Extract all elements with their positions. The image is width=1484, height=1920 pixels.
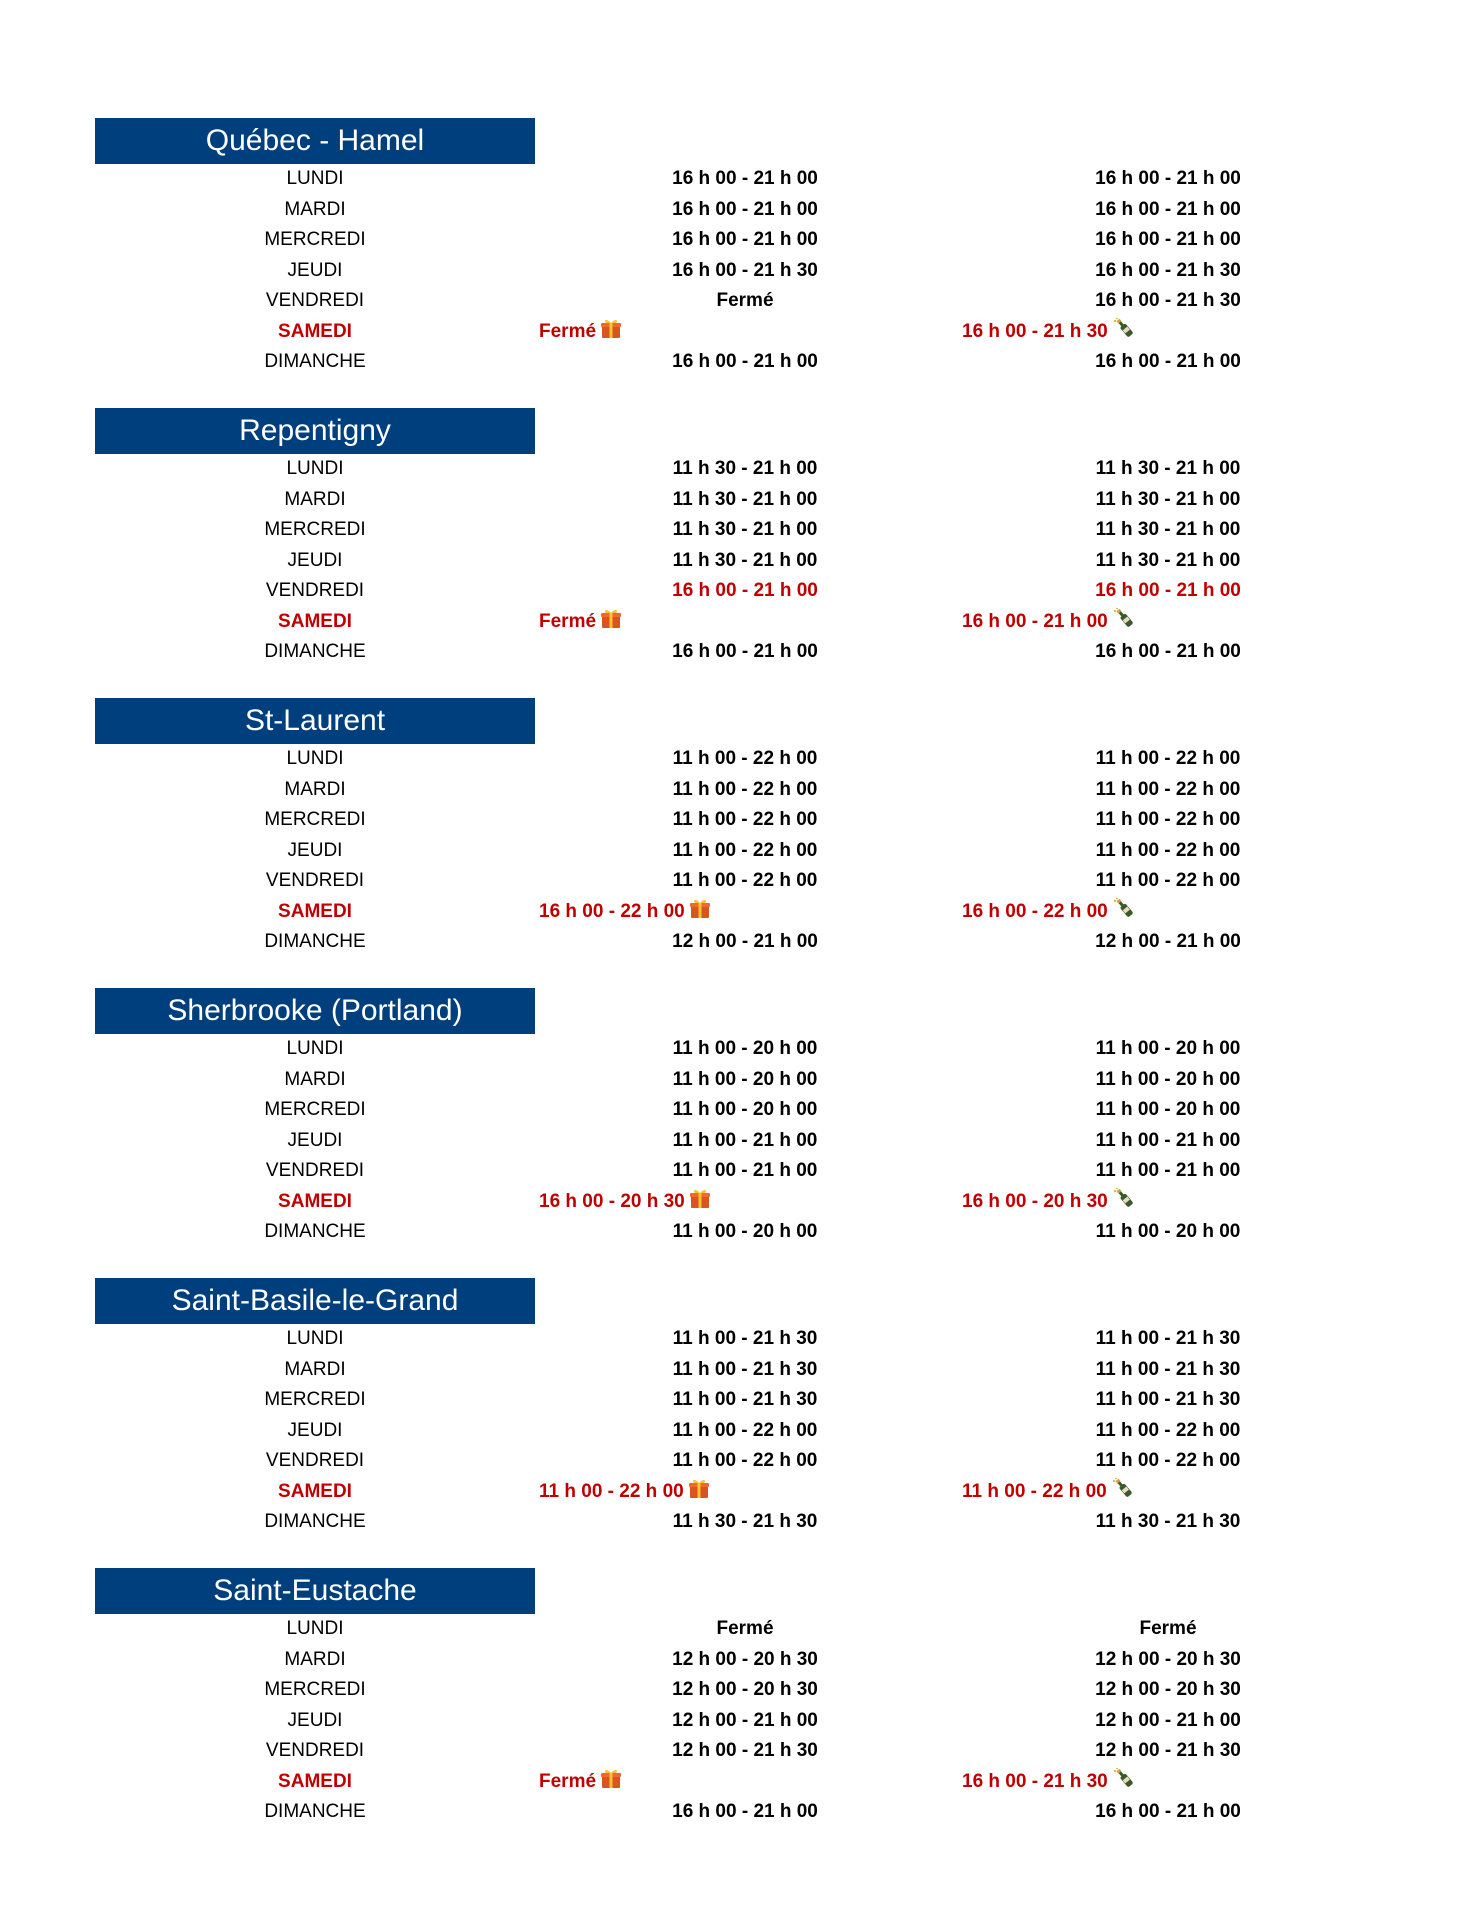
hours-col1: 11 h 00 - 22 h 00 [672,1450,818,1471]
gift-icon [689,897,711,929]
hours-col2: 16 h 00 - 21 h 00 [1095,198,1241,220]
hours-col2: 11 h 30 - 21 h 00 [1095,458,1241,479]
schedule-row [95,805,1295,836]
schedule-row [95,286,1295,317]
hours-text: 16 h 00 - 21 h 30 [962,320,1108,342]
hours-col1: 11 h 30 - 21 h 00 [672,488,818,510]
hours-col2-saturday [962,1477,1135,1509]
day-label: DIMANCHE [264,1511,366,1532]
hours-col2: 16 h 00 - 21 h 00 [1095,168,1241,189]
schedule-row [95,225,1295,256]
day-label: DIMANCHE [264,351,366,372]
hours-col2: 12 h 00 - 21 h 00 [1095,931,1241,952]
hours-col2-saturday [962,1187,1136,1219]
schedule-row [95,347,1295,378]
day-label: LUNDI [286,748,344,769]
hours-text: 16 h 00 - 21 h 00 [962,610,1108,632]
day-label: DIMANCHE [264,1801,366,1822]
hours-col2: 11 h 30 - 21 h 00 [1095,549,1241,571]
hours-col1: 12 h 00 - 21 h 00 [672,931,818,952]
schedule-row [95,1217,1295,1248]
location-title: St-Laurent [95,698,535,744]
hours-col1: 12 h 00 - 20 h 30 [672,1648,818,1670]
schedule-row [95,1477,1295,1508]
schedule-row [95,256,1295,287]
hours-col2: 11 h 30 - 21 h 30 [1095,1511,1241,1532]
day-label: MARDI [284,778,346,800]
hours-col2-saturday [962,897,1136,929]
hours-col2: 16 h 00 - 21 h 00 [1095,351,1241,372]
hours-col1: 11 h 00 - 20 h 00 [672,1221,818,1242]
hours-col1-saturday [539,1477,710,1509]
location-section [95,1278,1295,1538]
day-label: SAMEDI [278,1480,352,1502]
hours-col1: 11 h 00 - 22 h 00 [672,1419,818,1441]
schedule-row [95,1614,1295,1645]
gift-icon [600,317,622,349]
hours-col2: 11 h 00 - 22 h 00 [1095,839,1241,861]
day-label: JEUDI [287,839,343,861]
schedule-row [95,1736,1295,1767]
schedule-row [95,546,1295,577]
day-label: JEUDI [287,1419,343,1441]
schedule-row [95,485,1295,516]
hours-col2: 16 h 00 - 21 h 30 [1095,259,1241,281]
schedule-row [95,515,1295,546]
hours-col2: 11 h 00 - 21 h 00 [1095,1160,1241,1181]
hours-col2: 11 h 00 - 21 h 30 [1095,1358,1241,1380]
hours-col2-saturday [962,607,1136,639]
schedule-rows [95,164,1295,378]
location-title: Québec - Hamel [95,118,535,164]
schedule-row [95,1095,1295,1126]
hours-col2: 12 h 00 - 20 h 30 [1095,1648,1241,1670]
champagne-bottle-icon [1112,1187,1136,1219]
hours-col2: 11 h 00 - 22 h 00 [1095,1419,1241,1441]
schedule-row [95,164,1295,195]
hours-col1: 11 h 00 - 22 h 00 [672,839,818,861]
hours-col1: 16 h 00 - 21 h 00 [672,580,818,601]
hours-col1: 16 h 00 - 21 h 00 [672,351,818,372]
hours-col2: 11 h 30 - 21 h 00 [1095,519,1241,540]
hours-col1-saturday [539,1187,711,1219]
schedule-row [95,1675,1295,1706]
schedule-row [95,1065,1295,1096]
champagne-bottle-icon [1112,607,1136,639]
schedule-rows [95,1034,1295,1248]
schedule-row [95,1156,1295,1187]
schedule-row [95,1767,1295,1798]
schedule-row [95,195,1295,226]
hours-col2: 16 h 00 - 21 h 00 [1095,580,1241,601]
hours-col1: 12 h 00 - 21 h 00 [672,1709,818,1731]
hours-text: 16 h 00 - 21 h 30 [962,1770,1108,1792]
schedule-row [95,1797,1295,1828]
hours-col1: 16 h 00 - 21 h 00 [672,641,818,662]
day-label: VENDREDI [265,870,365,891]
hours-text: 16 h 00 - 22 h 00 [539,900,685,922]
hours-col2: 12 h 00 - 21 h 00 [1095,1709,1241,1731]
day-label: MARDI [284,198,346,220]
hours-col1: 11 h 00 - 22 h 00 [672,778,818,800]
hours-col2: 11 h 00 - 20 h 00 [1095,1068,1241,1090]
schedule-row [95,1385,1295,1416]
day-label: SAMEDI [278,610,352,632]
hours-col2: 11 h 30 - 21 h 00 [1095,488,1241,510]
champagne-bottle-icon [1112,1767,1136,1799]
hours-col2: 11 h 00 - 22 h 00 [1095,809,1241,830]
gift-icon [600,607,622,639]
location-title: Sherbrooke (Portland) [95,988,535,1034]
day-label: MERCREDI [264,1099,366,1120]
day-label: MARDI [284,1358,346,1380]
hours-text: 11 h 00 - 22 h 00 [962,1480,1107,1502]
hours-col1: 11 h 00 - 22 h 00 [672,870,818,891]
hours-col1: 11 h 00 - 21 h 30 [672,1358,818,1380]
day-label: MERCREDI [264,1389,366,1410]
schedule-row [95,317,1295,348]
champagne-bottle-icon [1112,317,1136,349]
location-section [95,408,1295,668]
hours-col1: 16 h 00 - 21 h 00 [672,1801,818,1822]
day-label: LUNDI [286,458,344,479]
location-title: Saint-Eustache [95,1568,535,1614]
hours-col2: 16 h 00 - 21 h 30 [1095,290,1241,311]
hours-col1: 11 h 00 - 20 h 00 [672,1068,818,1090]
hours-text: Fermé [539,320,597,342]
hours-text: Fermé [539,610,597,632]
hours-col1-saturday [539,317,622,349]
gift-icon [600,1767,622,1799]
hours-col1: 16 h 00 - 21 h 30 [672,259,818,281]
day-label: MARDI [284,488,346,510]
hours-col1: 11 h 00 - 21 h 30 [672,1389,818,1410]
hours-col2: 11 h 00 - 22 h 00 [1095,748,1241,769]
day-label: MERCREDI [264,229,366,250]
hours-col1: 11 h 00 - 20 h 00 [672,1038,818,1059]
hours-col2: 16 h 00 - 21 h 00 [1095,229,1241,250]
day-label: LUNDI [286,1038,344,1059]
hours-col2: 16 h 00 - 21 h 00 [1095,641,1241,662]
hours-col1: 11 h 00 - 22 h 00 [672,748,818,769]
hours-col2: 16 h 00 - 21 h 00 [1095,1801,1241,1822]
hours-col2-saturday [962,1767,1136,1799]
hours-col2: 11 h 00 - 21 h 00 [1095,1129,1241,1151]
schedule-row [95,1324,1295,1355]
hours-text: 16 h 00 - 20 h 30 [539,1190,685,1212]
hours-col2: 11 h 00 - 21 h 30 [1095,1328,1241,1349]
schedule-row [95,637,1295,668]
gift-icon [688,1477,710,1509]
hours-col1: 11 h 00 - 20 h 00 [672,1099,818,1120]
hours-col1-saturday [539,897,711,929]
day-label: SAMEDI [278,900,352,922]
schedule-rows [95,1614,1295,1828]
hours-col2: 12 h 00 - 20 h 30 [1095,1679,1241,1700]
day-label: SAMEDI [278,1770,352,1792]
hours-col1: 11 h 30 - 21 h 00 [672,458,818,479]
location-title: Repentigny [95,408,535,454]
location-section [95,1568,1295,1828]
schedule-row [95,607,1295,638]
hours-text: Fermé [539,1770,597,1792]
hours-col1: 11 h 00 - 21 h 00 [672,1129,818,1151]
day-label: LUNDI [286,168,344,189]
schedule-row [95,866,1295,897]
day-label: MERCREDI [264,519,366,540]
day-label: JEUDI [287,549,343,571]
hours-col2: Fermé [1139,1618,1197,1639]
day-label: SAMEDI [278,320,352,342]
location-title: Saint-Basile-le-Grand [95,1278,535,1324]
hours-text: 16 h 00 - 20 h 30 [962,1190,1108,1212]
day-label: VENDREDI [265,290,365,311]
hours-col1: Fermé [716,290,774,311]
location-section [95,988,1295,1248]
day-label: VENDREDI [265,1740,365,1761]
schedule-rows [95,1324,1295,1538]
location-section [95,698,1295,958]
schedule-row [95,1446,1295,1477]
schedule-row [95,1706,1295,1737]
hours-col1: 12 h 00 - 20 h 30 [672,1679,818,1700]
schedule-row [95,1416,1295,1447]
schedule-row [95,1126,1295,1157]
hours-text: 11 h 00 - 22 h 00 [539,1480,684,1502]
schedule-rows [95,454,1295,668]
hours-col1: 11 h 30 - 21 h 00 [672,549,818,571]
hours-text: 16 h 00 - 22 h 00 [962,900,1108,922]
hours-col1: 16 h 00 - 21 h 00 [672,198,818,220]
hours-col2: 11 h 00 - 22 h 00 [1095,870,1241,891]
day-label: MERCREDI [264,1679,366,1700]
hours-col1: Fermé [716,1618,774,1639]
hours-col2: 11 h 00 - 22 h 00 [1095,1450,1241,1471]
hours-col1-saturday [539,607,622,639]
day-label: MARDI [284,1068,346,1090]
day-label: MARDI [284,1648,346,1670]
day-label: MERCREDI [264,809,366,830]
hours-col1: 11 h 30 - 21 h 00 [672,519,818,540]
schedule-row [95,1034,1295,1065]
day-label: LUNDI [286,1328,344,1349]
hours-col1: 16 h 00 - 21 h 00 [672,229,818,250]
champagne-bottle-icon [1111,1477,1135,1509]
hours-col1: 11 h 30 - 21 h 30 [672,1511,818,1532]
day-label: VENDREDI [265,1450,365,1471]
day-label: JEUDI [287,259,343,281]
schedule-row [95,576,1295,607]
day-label: VENDREDI [265,580,365,601]
day-label: SAMEDI [278,1190,352,1212]
schedule-row [95,897,1295,928]
schedule-row [95,1645,1295,1676]
hours-col1: 11 h 00 - 21 h 00 [672,1160,818,1181]
hours-col2: 12 h 00 - 21 h 30 [1095,1740,1241,1761]
schedule-row [95,1355,1295,1386]
hours-col1: 16 h 00 - 21 h 00 [672,168,818,189]
schedule-row [95,744,1295,775]
gift-icon [689,1187,711,1219]
hours-col1-saturday [539,1767,622,1799]
hours-col1: 12 h 00 - 21 h 30 [672,1740,818,1761]
schedule-row [95,1507,1295,1538]
schedule-row [95,836,1295,867]
hours-col2: 11 h 00 - 20 h 00 [1095,1038,1241,1059]
hours-col2: 11 h 00 - 21 h 30 [1095,1389,1241,1410]
schedule-row [95,1187,1295,1218]
day-label: DIMANCHE [264,1221,366,1242]
hours-col2: 11 h 00 - 22 h 00 [1095,778,1241,800]
champagne-bottle-icon [1112,897,1136,929]
schedule-row [95,775,1295,806]
location-section [95,118,1295,378]
hours-col2: 11 h 00 - 20 h 00 [1095,1221,1241,1242]
day-label: DIMANCHE [264,641,366,662]
day-label: DIMANCHE [264,931,366,952]
hours-col2-saturday [962,317,1136,349]
schedule-row [95,927,1295,958]
hours-col1: 11 h 00 - 22 h 00 [672,809,818,830]
hours-col2: 11 h 00 - 20 h 00 [1095,1099,1241,1120]
day-label: JEUDI [287,1709,343,1731]
schedule-row [95,454,1295,485]
schedule-rows [95,744,1295,958]
hours-col1: 11 h 00 - 21 h 30 [672,1328,818,1349]
day-label: LUNDI [286,1618,344,1639]
day-label: VENDREDI [265,1160,365,1181]
day-label: JEUDI [287,1129,343,1151]
